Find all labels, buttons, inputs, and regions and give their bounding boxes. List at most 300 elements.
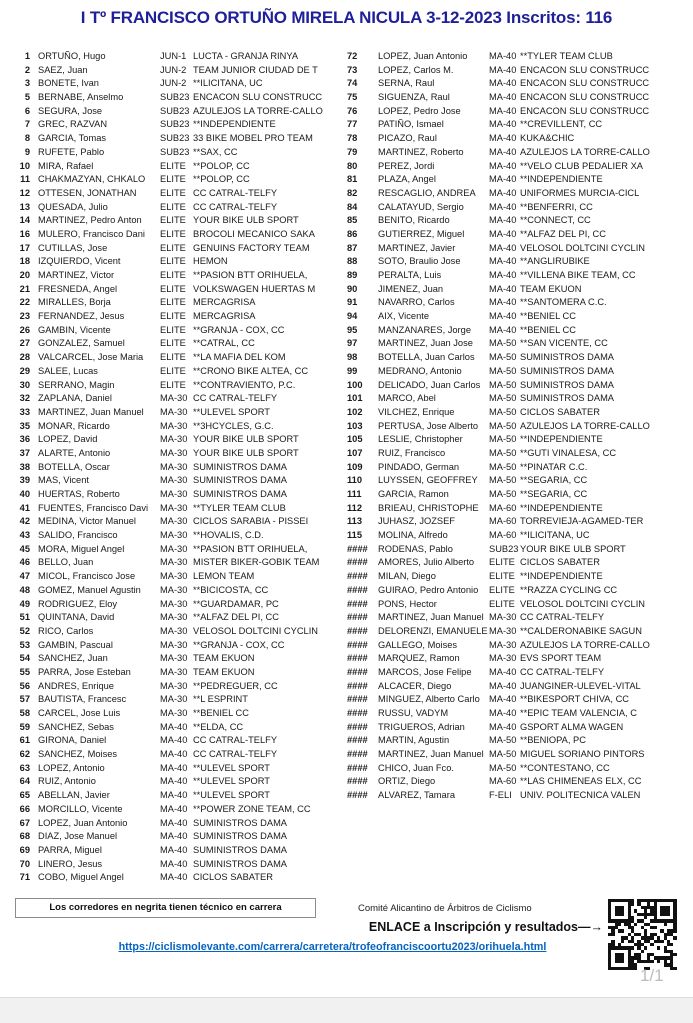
rider-category: MA-30 <box>160 694 188 705</box>
rider-row <box>347 160 693 174</box>
rider-number: 80 <box>347 160 358 171</box>
rider-team: ENCACON SLU CONSTRUCC <box>193 92 323 103</box>
rider-number: #### <box>347 735 368 746</box>
rider-category: MA-50 <box>489 338 517 349</box>
rider-team: **INDEPENDIENTE <box>520 434 603 445</box>
rider-row <box>14 406 347 420</box>
rider-row <box>347 680 693 694</box>
rider-number: 112 <box>347 502 362 513</box>
rider-category: JUN-2 <box>160 78 187 89</box>
rider-row <box>347 652 693 666</box>
rider-team: **CONNECT, CC <box>520 215 591 226</box>
roster-column-right <box>347 50 693 803</box>
rider-team: **CATRAL, CC <box>193 338 255 349</box>
rider-team: TEAM JUNIOR CIUDAD DE T <box>193 64 318 75</box>
rider-team: **BICICOSTA, CC <box>193 584 269 595</box>
rider-number: 100 <box>347 379 363 390</box>
rider-name: GALLEGO, Moises <box>378 639 458 650</box>
rider-category: MA-40 <box>489 187 517 198</box>
rider-name: ORTUÑO, Hugo <box>38 51 106 61</box>
rider-name: LOPEZ, Pedro Jose <box>378 105 461 116</box>
rider-team: **ULEVEL SPORT <box>193 406 270 417</box>
rider-row <box>14 77 347 91</box>
rider-team: EVS SPORT TEAM <box>520 653 602 664</box>
rider-category: MA-40 <box>489 666 517 677</box>
rider-number: 46 <box>19 557 30 568</box>
rider-team: MERCAGRISA <box>193 311 256 322</box>
rider-name: RODENAS, Pablo <box>378 543 453 554</box>
rider-row <box>347 488 693 502</box>
rider-category: MA-30 <box>489 639 517 650</box>
rider-team: **ILICITANA, UC <box>520 530 590 541</box>
rider-number: #### <box>347 653 368 664</box>
rider-row <box>347 77 693 91</box>
rider-category: MA-30 <box>489 612 517 623</box>
rider-name: ORTIZ, Diego <box>378 776 436 787</box>
rider-row <box>14 584 347 598</box>
rider-row <box>347 625 693 639</box>
rider-category: ELITE <box>160 338 186 349</box>
rider-row <box>14 734 347 748</box>
rider-number: #### <box>347 749 368 760</box>
rider-row <box>14 611 347 625</box>
rider-name: PEREZ, Jordi <box>378 160 435 171</box>
rider-team: **CONTESTANO, CC <box>520 762 610 773</box>
rider-team: CICLOS SABATER <box>520 406 600 417</box>
rider-category: MA-30 <box>160 666 188 677</box>
rider-team: **POLOP, CC <box>193 174 250 185</box>
rider-number: 33 <box>19 406 30 417</box>
rider-team: VELOSOL DOLTCINI CYCLIN <box>193 625 319 636</box>
rider-category: MA-30 <box>160 406 188 417</box>
roster-column-left <box>14 50 347 885</box>
rider-name: SEGURA, Jose <box>38 105 103 116</box>
rider-category: ELITE <box>160 352 186 363</box>
rider-team: **POWER ZONE TEAM, CC <box>193 803 311 814</box>
rider-team: **BENFERRI, CC <box>520 201 593 212</box>
rider-team: LEMON TEAM <box>193 571 255 582</box>
rider-number: 86 <box>347 228 358 239</box>
rider-team: CICLOS SABATER <box>193 872 273 883</box>
rider-row <box>14 420 347 434</box>
rider-number: 99 <box>347 365 358 376</box>
rider-name: PERALTA, Luis <box>378 270 442 280</box>
rider-number: #### <box>347 584 368 595</box>
rider-row <box>347 611 693 625</box>
rider-row <box>14 721 347 735</box>
rider-category: MA-40 <box>160 858 188 869</box>
rider-row <box>347 474 693 488</box>
rider-team: **PEDREGUER, CC <box>193 680 278 691</box>
rider-row <box>347 105 693 119</box>
rider-team: **ANGLIRUBIKE <box>520 256 590 267</box>
rider-name: COBO, Miguel Angel <box>38 872 124 883</box>
rider-category: MA-40 <box>489 270 517 280</box>
rider-category: MA-40 <box>489 680 517 691</box>
qr-code-icon <box>608 897 677 970</box>
rider-category: MA-50 <box>489 475 517 486</box>
rider-name: BRIEAU, CHRISTOPHE <box>378 502 479 513</box>
rider-name: PICAZO, Raul <box>378 133 437 144</box>
rider-team: **BENIEL CC <box>193 708 249 718</box>
rider-category: MA-40 <box>160 790 188 801</box>
rider-category: SUB23 <box>160 146 190 157</box>
rider-number: 69 <box>19 844 30 855</box>
rider-team: **GUARDAMAR, PC <box>193 598 279 609</box>
rider-category: ELITE <box>160 311 186 322</box>
rider-row <box>14 639 347 653</box>
rider-number: 113 <box>347 516 362 527</box>
rider-row <box>347 187 693 201</box>
rider-row <box>347 556 693 570</box>
rider-category: ELITE <box>160 324 186 335</box>
rider-name: MEDRANO, Antonio <box>378 365 462 376</box>
rider-team: TEAM EKUON <box>193 666 255 677</box>
rider-name: JIMENEZ, Juan <box>378 283 444 294</box>
rider-team: SUMINISTROS DAMA <box>193 461 288 472</box>
rider-number: 89 <box>347 270 358 280</box>
rider-row <box>14 748 347 762</box>
rider-name: MARTINEZ, Roberto <box>378 146 464 157</box>
rider-category: MA-30 <box>160 571 188 582</box>
rider-name: GONZALEZ, Samuel <box>38 338 125 349</box>
rider-team: **PASION BTT ORIHUELA, <box>193 543 308 554</box>
rider-name: MARTINEZ, Juan Jose <box>378 338 473 349</box>
rider-category: MA-40 <box>489 228 517 239</box>
rider-name: DIAZ, Jose Manuel <box>38 831 118 842</box>
rider-number: 35 <box>19 420 30 431</box>
rider-name: SIGUENZA, Raul <box>378 92 450 103</box>
rider-name: MINGUEZ, Alberto Carlo <box>378 694 480 705</box>
rider-row <box>14 64 347 78</box>
rider-name: GIRONA, Daniel <box>38 735 107 746</box>
rider-name: RUFETE, Pablo <box>38 146 105 157</box>
rider-team: **INDEPENDIENTE <box>520 571 603 582</box>
rider-row <box>347 734 693 748</box>
rider-team: ENCACON SLU CONSTRUCC <box>520 64 650 75</box>
registration-results-link[interactable]: https://ciclismolevante.com/carrera/carretera/trofeofranciscoortu2023/orihuela.html <box>118 941 547 953</box>
rider-team: VELOSOL DOLTCINI CYCLIN <box>520 242 646 253</box>
rider-name: PLAZA, Angel <box>378 174 436 185</box>
rider-row <box>347 406 693 420</box>
rider-team: BROCOLI MECANICO SAKA <box>193 228 315 239</box>
rider-team: CC CATRAL-TELFY <box>193 187 278 198</box>
rider-team: **PINATAR C.C. <box>520 461 588 472</box>
rider-row <box>347 64 693 78</box>
rider-row <box>14 160 347 174</box>
rider-number: 11 <box>20 174 30 185</box>
rider-category: MA-30 <box>160 475 188 486</box>
rider-team: CC CATRAL-TELFY <box>193 393 278 404</box>
rider-team: GENUINS FACTORY TEAM <box>193 242 310 253</box>
rider-team: **GRANJA - COX, CC <box>193 639 285 650</box>
rider-team: **BIKESPORT CHIVA, CC <box>520 694 630 705</box>
rider-number: 48 <box>19 584 30 595</box>
rider-row <box>14 228 347 242</box>
rider-number: 38 <box>19 461 30 472</box>
rider-category: ELITE <box>160 215 186 226</box>
rider-name: LOPEZ, Juan Antonio <box>378 51 468 61</box>
rider-team: SUMINISTROS DAMA <box>520 365 615 376</box>
rider-number: 79 <box>347 146 358 157</box>
rider-row <box>347 707 693 721</box>
rider-row <box>347 132 693 146</box>
rider-name: ZAPLANA, Daniel <box>38 393 112 404</box>
rider-team: **CALDERONABIKE SAGUN <box>520 625 642 636</box>
rider-row <box>14 529 347 543</box>
rider-name: RICO, Carlos <box>38 625 94 636</box>
rider-name: MARTINEZ, Juan Manuel <box>378 612 484 623</box>
rider-row <box>347 693 693 707</box>
rider-team: **SEGARIA, CC <box>520 475 588 486</box>
rider-name: MORA, Miguel Angel <box>38 543 125 554</box>
rider-category: MA-50 <box>489 434 517 445</box>
rider-row <box>347 118 693 132</box>
rider-category: ELITE <box>160 365 186 376</box>
rider-team: VELOSOL DOLTCINI CYCLIN <box>520 598 646 609</box>
rider-number: 105 <box>347 434 363 445</box>
rider-row <box>14 310 347 324</box>
rider-number: #### <box>347 666 368 677</box>
rider-number: 7 <box>24 119 30 130</box>
rider-category: MA-40 <box>489 311 517 322</box>
rider-name: GOMEZ, Manuel Agustin <box>38 584 141 595</box>
rider-row <box>347 50 693 64</box>
rider-row <box>347 269 693 283</box>
rider-name: MARCO, Abel <box>378 393 436 404</box>
rider-name: PERTUSA, Jose Alberto <box>378 420 479 431</box>
rider-category: ELITE <box>160 256 186 267</box>
rider-row <box>347 666 693 680</box>
rider-name: FERNANDEZ, Jesus <box>38 311 125 322</box>
rider-team: **POLOP, CC <box>193 160 250 171</box>
rider-row <box>14 255 347 269</box>
rider-name: LOPEZ, Juan Antonio <box>38 817 128 828</box>
rider-name: SALIDO, Francisco <box>38 530 118 541</box>
rider-number: 14 <box>19 215 30 226</box>
rider-team: SUMINISTROS DAMA <box>193 475 288 486</box>
rider-team: SUMINISTROS DAMA <box>520 379 615 390</box>
rider-name: CUTILLAS, Jose <box>38 242 108 253</box>
rider-row <box>14 570 347 584</box>
rider-row <box>347 721 693 735</box>
rider-category: MA-30 <box>160 461 188 472</box>
rider-team: **ALFAZ DEL PI, CC <box>520 228 606 239</box>
rider-category: MA-40 <box>160 831 188 842</box>
rider-category: ELITE <box>160 242 186 253</box>
rider-number: #### <box>347 571 368 582</box>
rider-row <box>347 420 693 434</box>
rider-number: 95 <box>347 324 358 335</box>
rider-team: **ULEVEL SPORT <box>193 790 270 801</box>
rider-name: PONS, Hector <box>378 598 437 609</box>
enlace-label: ENLACE a Inscripción y resultados—→ <box>368 920 603 934</box>
page-title: I Tº FRANCISCO ORTUÑO MIRELA NICULA 3-12-2023 Inscritos: 116 <box>80 8 613 27</box>
rider-row <box>347 91 693 105</box>
rider-team: **SANTOMERA C.C. <box>520 297 607 308</box>
rider-name: MILAN, Diego <box>378 571 436 582</box>
rider-name: BELLO, Juan <box>38 557 94 568</box>
rider-name: MARTIN, Agustin <box>378 735 450 746</box>
rider-category: MA-30 <box>160 680 188 691</box>
rider-category: MA-30 <box>160 516 188 527</box>
rider-row <box>14 474 347 488</box>
rider-row <box>347 570 693 584</box>
rider-name: GREC, RAZVAN <box>38 119 108 130</box>
rider-name: MORCILLO, Vicente <box>38 803 123 814</box>
rider-category: MA-30 <box>160 639 188 650</box>
rider-number: 101 <box>347 393 363 404</box>
rider-number: 102 <box>347 406 363 417</box>
rider-category: MA-50 <box>489 749 517 760</box>
rider-name: MANZANARES, Jorge <box>378 324 471 335</box>
rider-team: SUMINISTROS DAMA <box>520 393 615 404</box>
rider-category: MA-30 <box>160 598 188 609</box>
rider-name: ABELLAN, Javier <box>38 790 110 801</box>
rider-row <box>347 201 693 215</box>
rider-row <box>14 118 347 132</box>
rider-number: 98 <box>347 352 358 363</box>
rider-category: ELITE <box>489 598 515 609</box>
rider-category: MA-40 <box>489 215 517 226</box>
rider-name: BAUTISTA, Francesc <box>38 694 127 705</box>
rider-name: MICOL, Francisco Jose <box>38 571 136 582</box>
rider-number: 66 <box>19 803 30 814</box>
rider-row <box>14 803 347 817</box>
rider-team: KUKA&CHIC <box>520 133 575 144</box>
rider-number: 43 <box>19 530 30 541</box>
rider-team: **HOVALIS, C.D. <box>193 530 264 541</box>
rider-team: YOUR BIKE ULB SPORT <box>193 447 299 458</box>
rider-category: MA-40 <box>489 721 517 732</box>
rider-category: MA-40 <box>489 694 517 705</box>
rider-row <box>347 365 693 379</box>
rider-name: RUIZ, Antonio <box>38 776 96 787</box>
rider-name: MIRALLES, Borja <box>38 297 111 308</box>
rider-row <box>14 858 347 872</box>
rider-category: SUB23 <box>489 543 519 554</box>
rider-category: MA-50 <box>489 352 517 363</box>
rider-category: SUB23 <box>160 133 190 144</box>
rider-team: **ILICITANA, UC <box>193 78 263 89</box>
rider-number: 76 <box>347 105 358 116</box>
rider-name: RESCAGLIO, ANDREA <box>378 187 476 198</box>
rider-row <box>14 173 347 187</box>
rider-team: **TYLER TEAM CLUB <box>193 502 286 513</box>
rider-category: MA-40 <box>489 64 517 75</box>
rider-row <box>347 337 693 351</box>
rider-name: MAS, Vicent <box>38 475 89 486</box>
rider-row <box>347 543 693 557</box>
rider-category: ELITE <box>160 174 186 185</box>
rider-number: #### <box>347 612 368 623</box>
rider-team: AZULEJOS LA TORRE-CALLO <box>520 639 650 650</box>
rider-number: 111 <box>347 489 362 499</box>
rider-team: **VILLENA BIKE TEAM, CC <box>520 270 636 280</box>
rider-category: MA-50 <box>489 447 517 458</box>
rider-team: GSPORT ALMA WAGEN <box>520 721 624 732</box>
rider-team: **CREVILLENT, CC <box>520 119 603 130</box>
rider-row <box>14 379 347 393</box>
rider-row <box>14 351 347 365</box>
rider-name: SAEZ, Juan <box>38 64 88 75</box>
rider-row <box>347 351 693 365</box>
rider-category: MA-40 <box>489 105 517 116</box>
rider-category: MA-30 <box>160 708 188 718</box>
rider-category: ELITE <box>160 379 186 390</box>
rider-team: **ULEVEL SPORT <box>193 762 270 773</box>
rider-name: GUTIERREZ, Miguel <box>378 228 465 239</box>
rider-team: SUMINISTROS DAMA <box>193 817 288 828</box>
rider-row <box>347 379 693 393</box>
rider-category: MA-40 <box>489 201 517 212</box>
rider-category: MA-30 <box>160 434 188 445</box>
rider-team: UNIFORMES MURCIA-CICL <box>520 187 640 198</box>
rider-number: #### <box>347 708 368 718</box>
rider-team: **RAZZA CYCLING CC <box>520 584 618 595</box>
rider-category: MA-30 <box>160 447 188 458</box>
rider-row <box>14 652 347 666</box>
rider-number: 16 <box>19 228 30 239</box>
rider-number: 29 <box>19 365 30 376</box>
rider-row <box>14 132 347 146</box>
rider-team: SUMINISTROS DAMA <box>193 831 288 842</box>
rider-number: 36 <box>19 434 30 445</box>
rider-team: CC CATRAL-TELFY <box>520 612 605 623</box>
rider-team: **CRONO BIKE ALTEA, CC <box>193 365 309 376</box>
rider-team: ENCACON SLU CONSTRUCC <box>520 105 650 116</box>
rider-category: ELITE <box>160 228 186 239</box>
rider-name: SERNA, Raul <box>378 78 435 89</box>
rider-category: MA-40 <box>489 283 517 294</box>
rider-row <box>14 105 347 119</box>
rider-number: 10 <box>19 160 30 171</box>
rider-name: DELORENZI, EMANUELE <box>378 625 488 636</box>
rider-category: SUB23 <box>160 105 190 116</box>
rider-team: **INDEPENDIENTE <box>193 119 276 130</box>
rider-team: YOUR BIKE ULB SPORT <box>193 434 299 445</box>
rider-name: NAVARRO, Carlos <box>378 297 455 308</box>
rider-team: SUMINISTROS DAMA <box>193 858 288 869</box>
rider-team: **ELDA, CC <box>193 721 244 732</box>
rider-row <box>347 762 693 776</box>
rider-category: MA-30 <box>160 420 188 431</box>
rider-category: MA-60 <box>489 516 517 527</box>
rider-category: MA-30 <box>160 584 188 595</box>
rider-row <box>14 775 347 789</box>
rider-number: 49 <box>19 598 30 609</box>
rider-category: MA-50 <box>489 461 517 472</box>
rider-row <box>347 775 693 789</box>
rider-team: CC CATRAL-TELFY <box>193 735 278 746</box>
rider-team: **BENIOPA, PC <box>520 735 586 746</box>
rider-team: CC CATRAL-TELFY <box>193 749 278 760</box>
rider-row <box>347 242 693 256</box>
rider-category: MA-40 <box>160 749 188 760</box>
rider-name: MOLINA, Alfredo <box>378 530 448 541</box>
rider-name: LUYSSEN, GEOFFREY <box>378 475 478 486</box>
rider-number: 57 <box>19 694 30 705</box>
rider-row <box>14 789 347 803</box>
rider-row <box>14 214 347 228</box>
rider-team: TORREVIEJA-AGAMED-TER <box>520 516 644 527</box>
rider-name: RODRIGUEZ, Eloy <box>38 598 118 609</box>
rider-number: 26 <box>19 324 30 335</box>
rider-category: MA-40 <box>489 256 517 267</box>
rider-number: 109 <box>347 461 363 472</box>
rider-category: MA-30 <box>160 557 188 568</box>
rider-name: MIRA, Rafael <box>38 160 94 171</box>
